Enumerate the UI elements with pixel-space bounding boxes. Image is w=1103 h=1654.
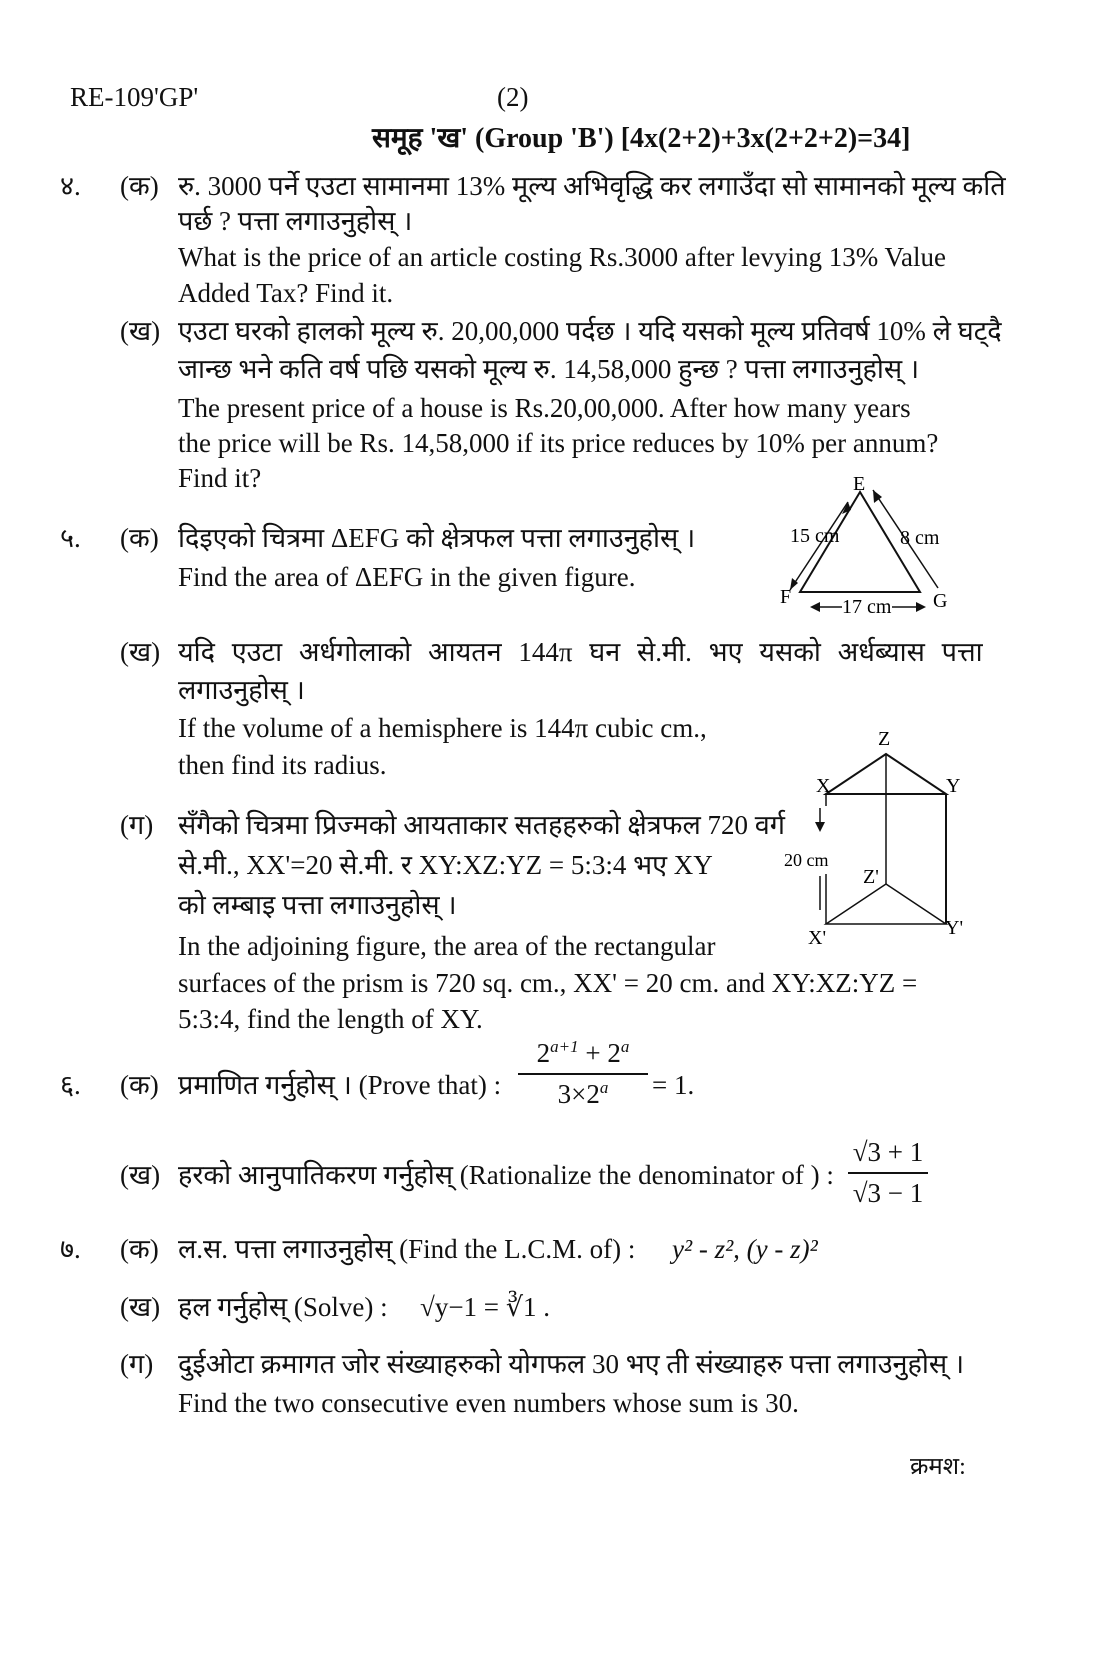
paper-code: RE-109'GP': [70, 82, 199, 112]
q7b-expression: √y−1 = ∛1 .: [420, 1292, 550, 1322]
q6a-prompt: प्रमाणित गर्नुहोस् । (Prove that) :: [178, 1070, 502, 1100]
q5c-nepali-line-3: को लम्बाइ पत्ता लगाउनुहोस् ।: [178, 890, 457, 920]
fraction-bar: [518, 1073, 648, 1075]
prism-figure: [780, 720, 980, 950]
question-7-number: ७.: [60, 1234, 81, 1264]
q7c-english-line-1: Find the two consecutive even numbers whose sum is 30.: [178, 1388, 799, 1418]
q6b-numerator: √3 + 1: [852, 1137, 924, 1167]
continued-note: क्रमश:: [910, 1454, 966, 1480]
q4a-label: (क): [120, 171, 159, 201]
q5a-nepali-line-1: दिइएको चित्रमा ΔEFG को क्षेत्रफल पत्ता लगाउनुहोस् ।: [178, 523, 696, 553]
side-ef-label: 15 cm: [790, 525, 840, 547]
vertex-x-prime-label: X': [808, 927, 827, 949]
q4b-nepali-line-1: एउटा घरको हालको मूल्य रु. 20,00,000 पर्दछ । यदि यसको मूल्य प्रतिवर्ष 10% ले घट्दै: [178, 316, 1002, 346]
q5c-nepali-line-2: से.मी., XX'=20 से.मी. र XY:XZ:YZ = 5:3:4 भए XY: [178, 850, 713, 880]
q4b-english-line-3: Find it?: [178, 463, 262, 493]
q5c-label: (ग): [120, 810, 154, 840]
q5a-label: (क): [120, 523, 159, 553]
q5b-nepali-line-2: लगाउनुहोस् ।: [178, 675, 305, 705]
q7b-label: (ख): [120, 1292, 161, 1322]
q4b-nepali-line-2: जान्छ भने कति वर्ष पछि यसको मूल्य रु. 14,58,000 हुन्छ ? पत्ता लगाउनुहोस् ।: [178, 354, 920, 384]
q7c-label: (ग): [120, 1349, 154, 1379]
q6a-fraction: [518, 1036, 648, 1112]
side-eg-label: 8 cm: [900, 527, 940, 549]
q7b-prompt: हल गर्नुहोस् (Solve) :: [178, 1292, 388, 1322]
q6b-prompt: हरको आनुपातिकरण गर्नुहोस् (Rationalize the denominator of ) :: [178, 1160, 834, 1190]
q5b-nepali-line-1: यदि एउटा अर्धगोलाको आयतन 144π घन से.मी. भए यसको अर्धब्यास पत्ता: [178, 637, 983, 667]
page-number: (2): [497, 82, 529, 112]
q4a-english-line-1: What is the price of an article costing Rs.3000 after levying 13% Value: [178, 242, 947, 272]
vertex-x-label: X: [816, 775, 831, 797]
q4b-english-line-1: The present price of a house is Rs.20,00,000. After how many years: [178, 393, 911, 423]
q5c-english-line-1: In the adjoining figure, the area of the rectangular: [178, 931, 716, 961]
q6b-fraction: [848, 1135, 928, 1211]
q5b-english-line-2: then find its radius.: [178, 750, 387, 780]
vertex-y-prime-label: Y': [945, 917, 964, 939]
vertex-z-label: Z: [878, 728, 891, 750]
q4b-label: (ख): [120, 316, 161, 346]
side-fg-label: 17 cm: [842, 596, 892, 618]
q4a-english-line-2: Added Tax? Find it.: [178, 278, 394, 308]
question-6-number: ६.: [60, 1070, 81, 1100]
q5b-label: (ख): [120, 637, 161, 667]
q5c-english-line-3: 5:3:4, find the length of XY.: [178, 1004, 483, 1034]
q7a-expression: y² - z², (y - z)²: [672, 1234, 818, 1264]
triangle-efg-figure: [770, 470, 970, 630]
q4a-nepali-line-2: पर्छ ? पत्ता लगाउनुहोस् ।: [178, 206, 413, 236]
q6a-label: (क): [120, 1070, 159, 1100]
q5c-english-line-2: surfaces of the prism is 720 sq. cm., XX' = 20 cm. and XY:XZ:YZ =: [178, 968, 918, 998]
q7c-nepali-line-1: दुईओटा क्रमागत जोर संख्याहरुको योगफल 30 भए ती संख्याहरु पत्ता लगाउनुहोस् ।: [178, 1349, 965, 1379]
q6a-rhs: = 1.: [652, 1070, 695, 1100]
q5b-english-line-1: If the volume of a hemisphere is 144π cubic cm.,: [178, 713, 707, 743]
vertex-g-label: G: [933, 590, 948, 612]
q5a-english-line-1: Find the area of ΔEFG in the given figure.: [178, 562, 636, 592]
vertex-f-label: F: [780, 586, 792, 608]
fraction-bar: [848, 1172, 928, 1174]
q7a-prompt: ल.स. पत्ता लगाउनुहोस् (Find the L.C.M. of) :: [178, 1234, 636, 1264]
q5c-nepali-line-1: सँगैको चित्रमा प्रिज्मको आयताकार सतहहरुको क्षेत्रफल 720 वर्ग: [178, 810, 785, 840]
q6a-numerator: $2^{a+1} + 2^a$: [536, 1037, 630, 1068]
q4a-nepali-line-1: रु. 3000 पर्ने एउटा सामानमा 13% मूल्य अभिवृद्धि कर लगाउँदा सो सामानको मूल्य कति: [178, 171, 1006, 201]
height-label: 20 cm: [784, 850, 829, 870]
q6b-label: (ख): [120, 1160, 161, 1190]
q6b-denominator: √3 − 1: [852, 1178, 924, 1208]
question-5-number: ५.: [60, 523, 81, 553]
vertex-y-label: Y: [946, 775, 961, 797]
q4b-english-line-2: the price will be Rs. 14,58,000 if its price reduces by 10% per annum?: [178, 428, 939, 458]
question-4-number: ४.: [60, 171, 81, 201]
group-title: समूह 'ख' (Group 'B') [4x(2+2)+3x(2+2+2)=34]: [372, 123, 911, 154]
vertex-e-label: E: [853, 473, 866, 495]
q7a-label: (क): [120, 1234, 159, 1264]
q6a-denominator: $3\times 2^a$: [557, 1078, 609, 1109]
vertex-z-prime-label: Z': [863, 866, 879, 888]
